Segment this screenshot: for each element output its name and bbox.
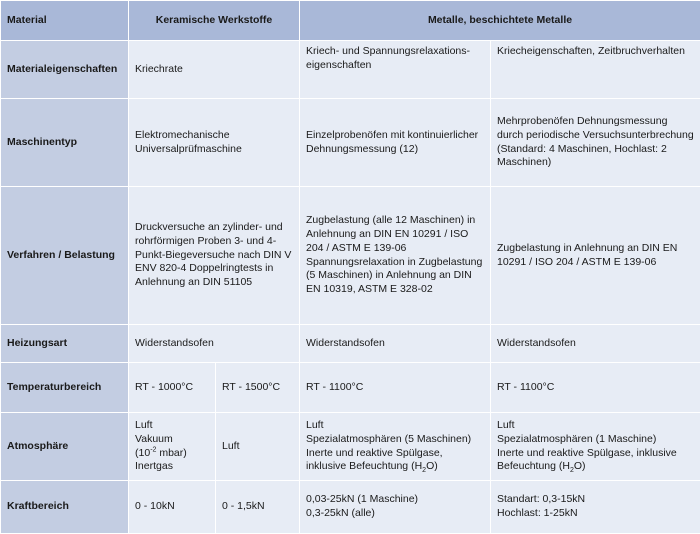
text-line: 0,03-25kN (1 Maschine) [306,493,484,507]
text-fragment: Inerte und reaktive Spülgase, inklusive Befeuchtung (H [497,447,677,473]
cell-ceramics: Elektromechanische Universalprüfmaschine [129,99,300,187]
header-material: Material [1,1,129,41]
text-line: Spezialatmosphären (5 Maschinen) [306,433,484,447]
cell-ceramics: Druckversuche an zylinder- und rohrförmigen Proben 3- und 4-Punkt-Biegeversuche nach DIN V ENV 820-4 Doppelringtests in Anlehnung an DIN 51105 [129,187,300,325]
row-verfahren [1,187,700,325]
header-metals: Metalle, beschichtete Metalle [300,1,700,41]
row-label: Maschinentyp [1,99,129,187]
text-line: 0,3-25kN (alle) [306,507,484,521]
cell-metals-b [491,481,700,534]
text-line: Inertgas [135,460,209,474]
text-line: Spezialatmosphären (1 Maschine) [497,433,694,447]
header-ceramics: Keramische Werkstoffe [129,1,300,41]
cell-metals-a: Zugbelastung (alle 12 Maschinen) in Anlehnung an DIN EN 10291 / ISO 204 / ASTM E 139-06 Spannungsrelaxation in Zugbelastung (5 Maschinen) in Anlehnung an DIN EN 10319, ASTM E 328-02 [300,187,491,325]
text-line [135,447,209,461]
cell-metals-b: Mehrprobenöfen Dehnungsmessung durch periodische Versuchsunterbrechung (Standard: 4 Maschinen, Hochlast: 2 Maschinen) [491,99,700,187]
header-row [1,1,700,41]
cell-metals-b [491,413,700,481]
cell-ceramics-b: 0 - 1,5kN [216,481,300,534]
text-fragment: mbar) [156,447,186,459]
text-line: Hochlast: 1-25kN [497,507,694,521]
row-temperaturbereich [1,363,700,413]
cell-metals-b: RT - 1100°C [491,363,700,413]
row-label: Temperaturbereich [1,363,129,413]
cell-ceramics-b: RT - 1500°C [216,363,300,413]
text-line: Luft [497,419,694,433]
row-label: Heizungsart [1,325,129,363]
cell-metals-a [300,481,491,534]
text-line: Standart: 0,3-15kN [497,493,694,507]
cell-metals-a [300,413,491,481]
text-fragment: Inerte und reaktive Spülgase, inklusive Befeuchtung (H [306,447,443,473]
cell-metals-a: RT - 1100°C [300,363,491,413]
subscript: 2 [422,467,426,474]
cell-ceramics: Widerstandsofen [129,325,300,363]
cell-metals-a: Kriech- und Spannungsrelaxations-eigenschaften [300,41,491,99]
cell-metals-b: Zugbelastung in Anlehnung an DIN EN 10291 / ISO 204 / ASTM E 139-06 [491,187,700,325]
cell-ceramics-a: RT - 1000°C [129,363,216,413]
cell-ceramics-b: Luft [216,413,300,481]
subscript: 2 [570,467,574,474]
row-maschinentyp [1,99,700,187]
text-line: Luft [306,419,484,433]
cell-metals-b: Kriecheigenschaften, Zeitbruchverhalten [491,41,700,99]
row-heizungsart [1,325,700,363]
row-materialeigenschaften [1,41,700,99]
row-label: Kraftbereich [1,481,129,534]
superscript: -2 [150,446,156,453]
row-label: Verfahren / Belastung [1,187,129,325]
text-fragment: (10 [135,447,150,459]
text-fragment: O) [574,460,586,472]
cell-ceramics-a [129,413,216,481]
text-line [497,447,694,475]
row-label: Materialeigenschaften [1,41,129,99]
row-atmosphaere [1,413,700,481]
row-kraftbereich [1,481,700,534]
cell-ceramics: Kriechrate [129,41,300,99]
cell-metals-a: Einzelprobenöfen mit kontinuierlicher Dehnungsmessung (12) [300,99,491,187]
cell-ceramics-a: 0 - 10kN [129,481,216,534]
text-line: Luft [135,419,209,433]
cell-metals-b: Widerstandsofen [491,325,700,363]
row-label: Atmosphäre [1,413,129,481]
text-line [306,447,484,475]
text-fragment: O) [426,460,438,472]
cell-metals-a: Widerstandsofen [300,325,491,363]
text-line: Vakuum [135,433,209,447]
